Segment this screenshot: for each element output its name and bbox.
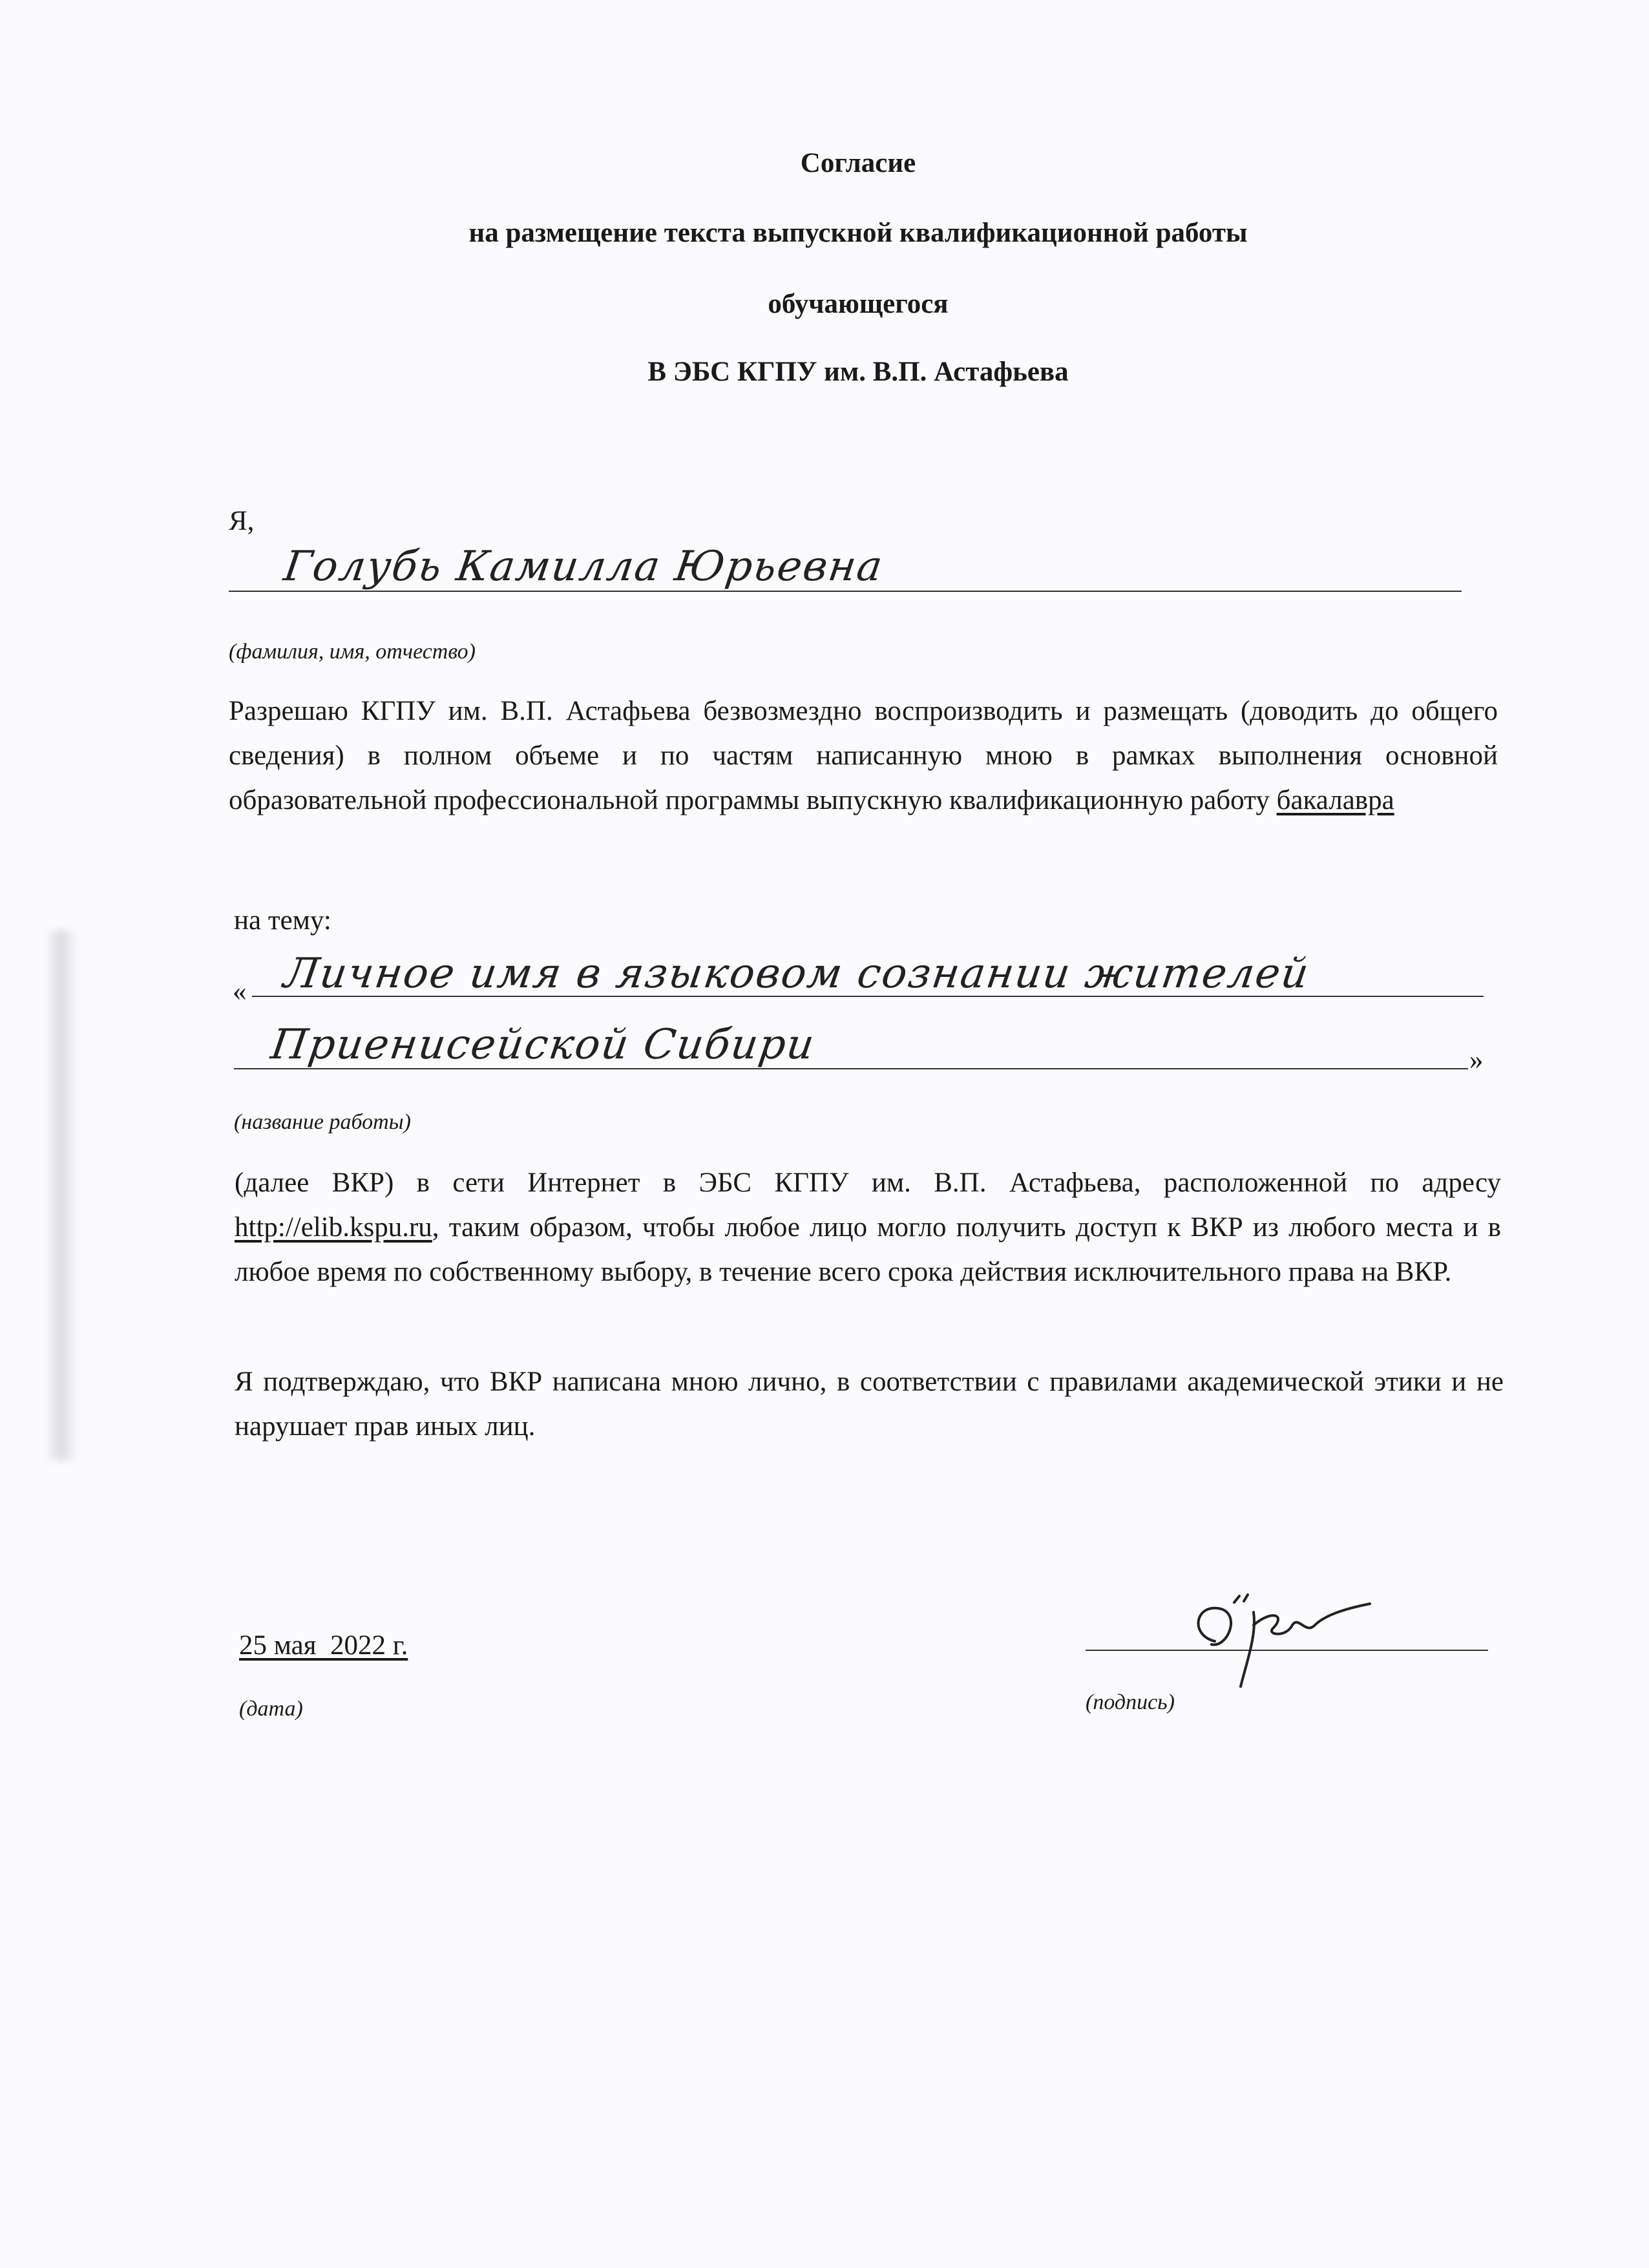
intro-text: Я, — [229, 506, 255, 536]
name-caption: (фамилия, имя, отчество) — [229, 640, 476, 664]
open-quote: « — [233, 976, 247, 1007]
publication-text-cont: , таким образом, чтобы любое лицо могло получить доступ к ВКР из любого места и в любое время по собственному выбору, в течение всего срока действия исключительного права на ВКР. — [235, 1212, 1501, 1287]
consent-text: Разрешаю КГПУ им. В.П. Астафьева безвозмездно воспроизводить и размещать (доводить до общего сведения) в полном объеме и по частям написанную мною в рамках выполнения основной образовательной профессиональной программы выпускную квалификационную работу — [229, 696, 1498, 815]
consent-paragraph — [229, 689, 1498, 823]
degree-value: бакалавра — [1276, 785, 1394, 815]
date-value: 25 мая 2022 г. — [239, 1630, 408, 1661]
doc-subtitle-2: обучающегося — [768, 289, 949, 319]
signature-caption: (подпись) — [1086, 1690, 1175, 1714]
publication-paragraph — [235, 1160, 1501, 1294]
date-caption: (дата) — [239, 1697, 303, 1721]
topic-handwritten-1: Личное имя в языковом сознании жителей — [280, 950, 1313, 998]
close-quote: » — [1469, 1045, 1484, 1075]
topic-caption: (название работы) — [234, 1110, 411, 1134]
confirmation-paragraph: Я подтверждаю, что ВКР написана мною лично, в соответствии с правилами академической этики и не нарушает прав иных лиц. — [235, 1367, 1504, 1442]
topic-handwritten-2: Приенисейской Сибири — [268, 1021, 819, 1069]
doc-subtitle-3: В ЭБС КГПУ им. В.П. Астафьева — [647, 357, 1069, 387]
signature-image — [1176, 1564, 1383, 1693]
scan-smudge — [45, 930, 78, 1460]
elib-link[interactable]: http://elib.kspu.ru — [235, 1212, 432, 1243]
topic-label: на тему: — [234, 905, 331, 936]
name-handwritten: Голубь Камилла Юрьевна — [280, 543, 887, 591]
doc-subtitle-1: на размещение текста выпускной квалификационной работы — [468, 218, 1248, 248]
publication-text: (далее ВКР) в сети Интернет в ЭБС КГПУ им. В.П. Астафьева, расположенной по адресу — [235, 1168, 1501, 1198]
doc-title: Согласие — [800, 148, 916, 178]
